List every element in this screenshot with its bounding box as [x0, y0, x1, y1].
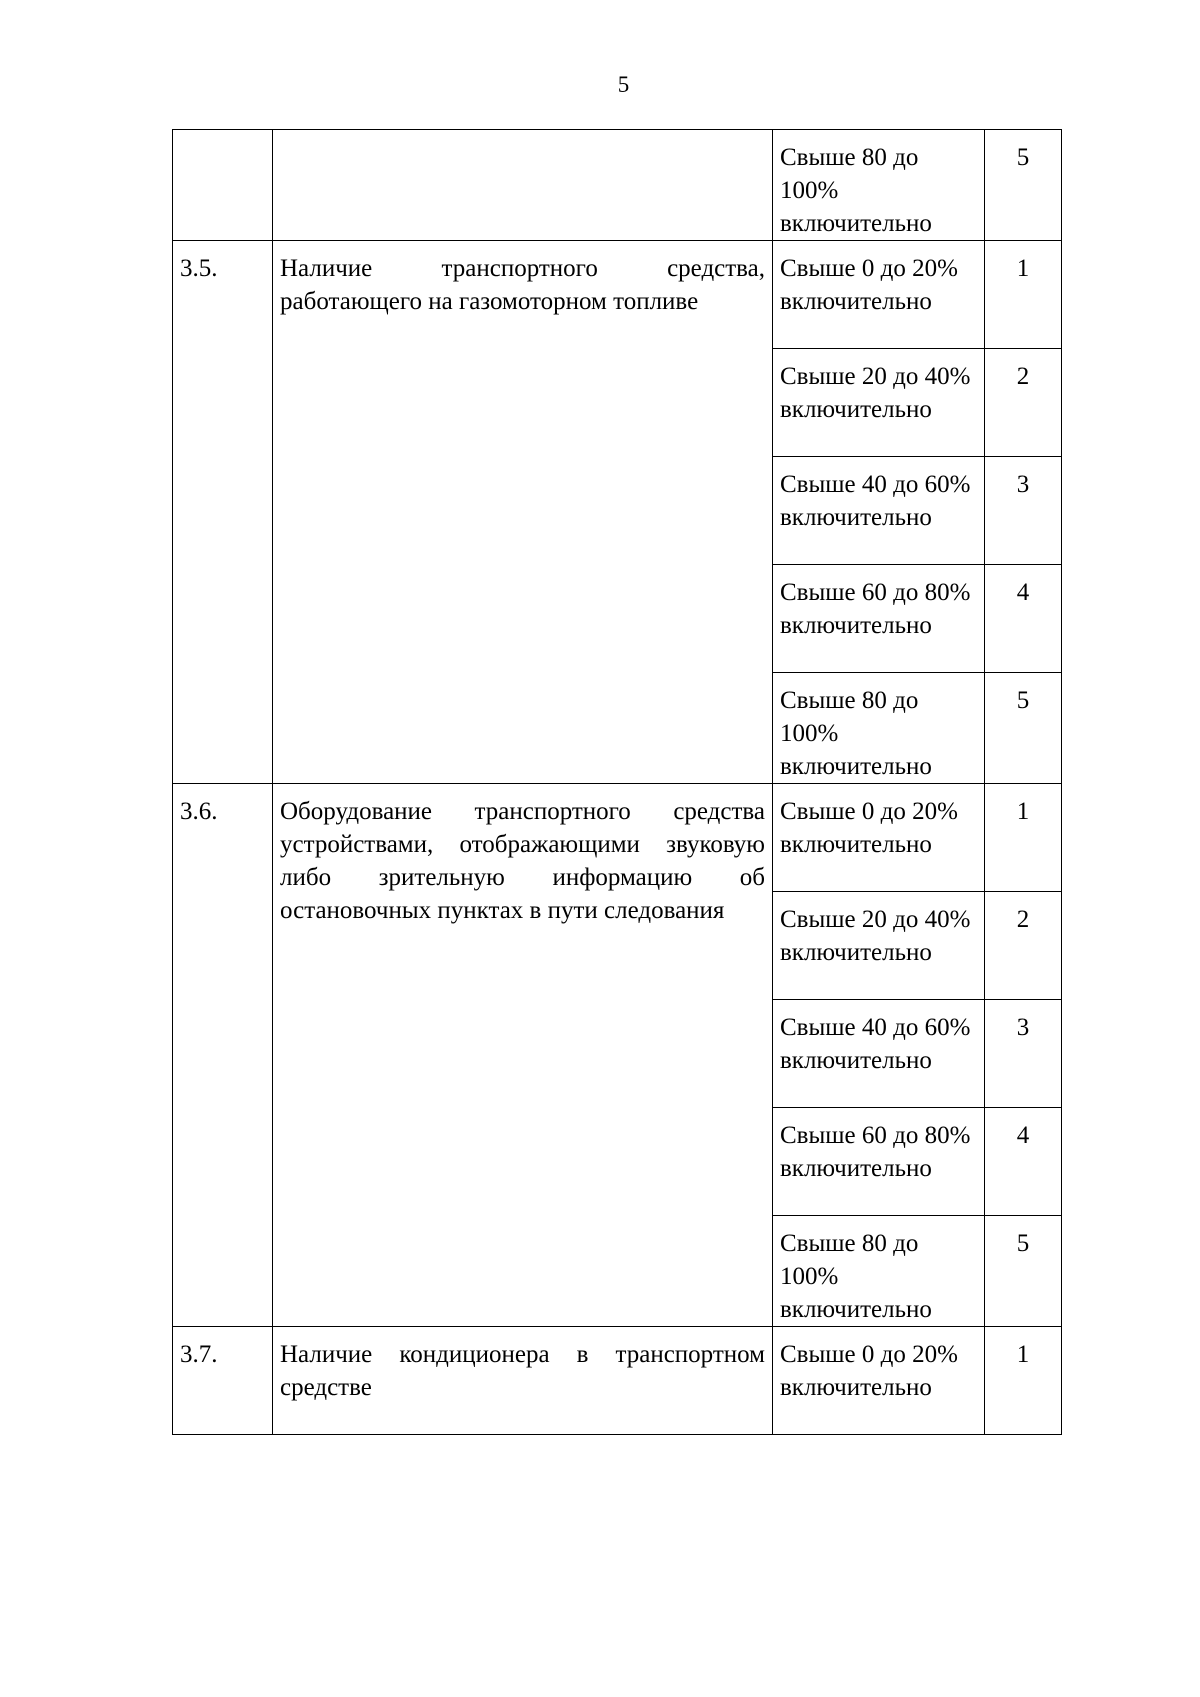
range-cell: Свыше 80 до 100% включительно — [773, 673, 985, 784]
range-cell: Свыше 0 до 20% включительно — [773, 241, 985, 349]
range-cell: Свыше 20 до 40% включительно — [773, 349, 985, 457]
score-cell: 2 — [985, 892, 1062, 1000]
score-cell: 4 — [985, 1108, 1062, 1216]
score-cell: 2 — [985, 349, 1062, 457]
criterion-name — [273, 130, 773, 241]
score-cell: 1 — [985, 241, 1062, 349]
criteria-table — [172, 129, 1062, 1435]
score-cell: 1 — [985, 784, 1062, 892]
range-cell: Свыше 40 до 60% включительно — [773, 1000, 985, 1108]
range-cell: Свыше 40 до 60% включительно — [773, 457, 985, 565]
table-row — [173, 241, 1062, 349]
criterion-number: 3.7. — [173, 1327, 273, 1435]
range-cell: Свыше 60 до 80% включительно — [773, 565, 985, 673]
score-cell: 5 — [985, 673, 1062, 784]
page-number: 5 — [617, 72, 630, 97]
table-row — [173, 130, 1062, 241]
score-cell: 3 — [985, 457, 1062, 565]
range-cell: Свыше 80 до 100% включительно — [773, 130, 985, 241]
table-row — [173, 1327, 1062, 1435]
criterion-name: Наличие кондиционера в транспортном средстве — [273, 1327, 773, 1435]
criterion-number — [173, 130, 273, 241]
score-cell: 3 — [985, 1000, 1062, 1108]
table-row — [173, 784, 1062, 892]
range-cell: Свыше 20 до 40% включительно — [773, 892, 985, 1000]
score-cell: 4 — [985, 565, 1062, 673]
criterion-number: 3.6. — [173, 784, 273, 1327]
criterion-name: Наличие транспортного средства, работающего на газомоторном топливе — [273, 241, 773, 784]
score-cell: 5 — [985, 130, 1062, 241]
score-cell: 5 — [985, 1216, 1062, 1327]
score-cell: 1 — [985, 1327, 1062, 1435]
criterion-number: 3.5. — [173, 241, 273, 784]
range-cell: Свыше 0 до 20% включительно — [773, 1327, 985, 1435]
criterion-name: Оборудование транспортного средства устройствами, отображающими звуковую либо зрительную информацию об остановочных пунктах в пути следования — [273, 784, 773, 1327]
criteria-table-body — [173, 130, 1062, 1435]
range-cell: Свыше 80 до 100% включительно — [773, 1216, 985, 1327]
range-cell: Свыше 0 до 20% включительно — [773, 784, 985, 892]
range-cell: Свыше 60 до 80% включительно — [773, 1108, 985, 1216]
